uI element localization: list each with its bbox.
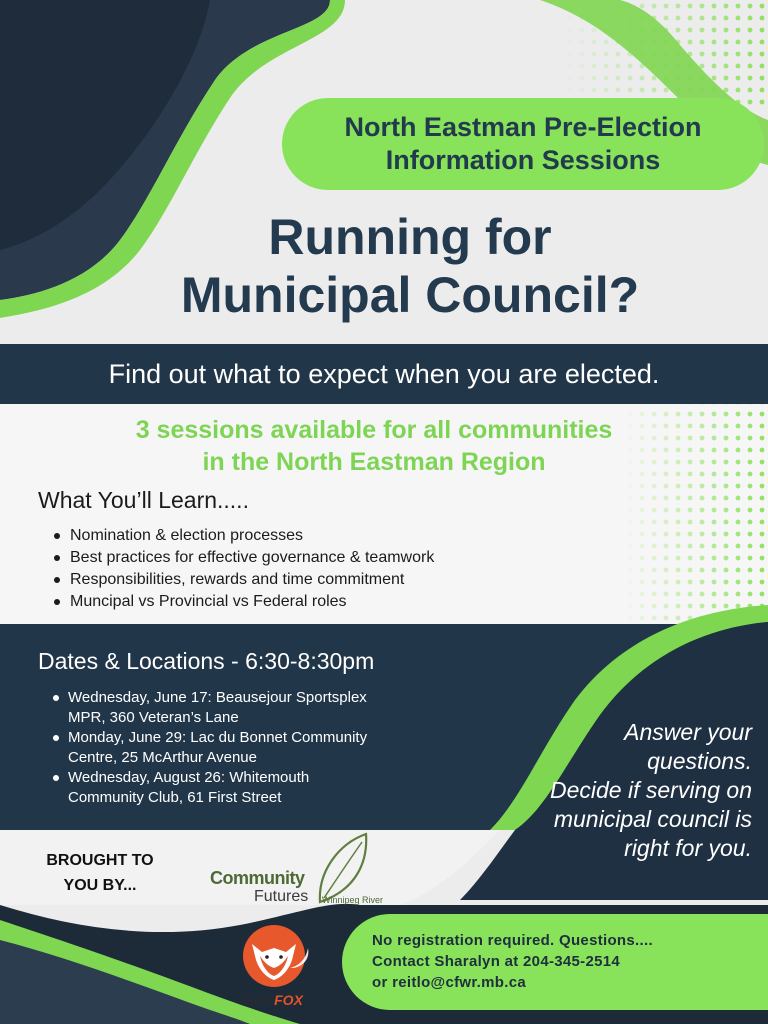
answer-line: municipal council is (553, 806, 752, 832)
headline-line-2: Municipal Council? (180, 267, 640, 323)
govfox-fox-icon (238, 922, 314, 994)
list-item: Best practices for effective governance & teamwork (50, 547, 434, 569)
list-item: Muncipal vs Provincial vs Federal roles (50, 591, 434, 613)
answer-line: Answer your (624, 719, 752, 745)
govfox-wordmark (243, 992, 303, 1008)
cf-logo-word-3: Winnipeg River (322, 895, 384, 905)
brought-line-2: YOU BY... (63, 877, 137, 894)
contact-line-2: Contact Sharalyn at 204-345-2514 (372, 953, 621, 970)
brought-to-you-by (30, 848, 170, 898)
list-item (50, 728, 470, 768)
headline-line-1: Running for (268, 209, 552, 265)
date-line: Wednesday, August 26: Whitemouth (68, 769, 310, 786)
badge-line-2: Information Sessions (385, 145, 661, 175)
dates-list (50, 688, 470, 808)
answer-line: questions. (647, 748, 752, 774)
contact-line-3: or reitlo@cfwr.mb.ca (372, 974, 527, 991)
answer-line: Decide if serving on (550, 777, 752, 803)
badge-line-1: North Eastman Pre-Election (344, 112, 702, 142)
cf-logo-word-2: Futures (254, 888, 309, 905)
location-line: Centre, 25 McArthur Avenue (68, 749, 257, 766)
answer-line: right for you. (624, 835, 752, 861)
list-item (50, 688, 470, 728)
sessions-line-1: 3 sessions available for all communities (135, 416, 613, 444)
learn-heading: What You’ll Learn..... (38, 487, 249, 513)
answer-callout (490, 718, 752, 863)
date-line: Monday, June 29: Lac du Bonnet Community (68, 729, 368, 746)
list-item (50, 768, 470, 808)
contact-text (372, 930, 653, 993)
brought-line-1: BROUGHT TO (46, 852, 154, 869)
location-line: MPR, 360 Veteran’s Lane (68, 709, 239, 726)
govfox-prefix: GOV (243, 992, 275, 1008)
cf-logo-word-1: Community (210, 868, 305, 888)
sessions-line-2: in the North Eastman Region (202, 448, 546, 476)
tagline-banner (0, 344, 768, 404)
sessions-note (0, 414, 768, 478)
learn-list (50, 525, 434, 613)
location-line: Community Club, 61 First Street (68, 789, 282, 806)
govfox-suffix: FOX (274, 992, 303, 1008)
event-badge (282, 98, 764, 190)
dates-heading: Dates & Locations - 6:30-8:30pm (38, 648, 375, 674)
list-item: Responsibilities, rewards and time commitment (50, 569, 434, 591)
date-line: Wednesday, June 17: Beausejour Sportsplex (68, 689, 367, 706)
contact-line-1: No registration required. Questions.... (372, 932, 653, 949)
tagline-text: Find out what to expect when you are elected. (108, 358, 660, 389)
list-item: Nomination & election processes (50, 525, 434, 547)
headline (150, 208, 670, 324)
